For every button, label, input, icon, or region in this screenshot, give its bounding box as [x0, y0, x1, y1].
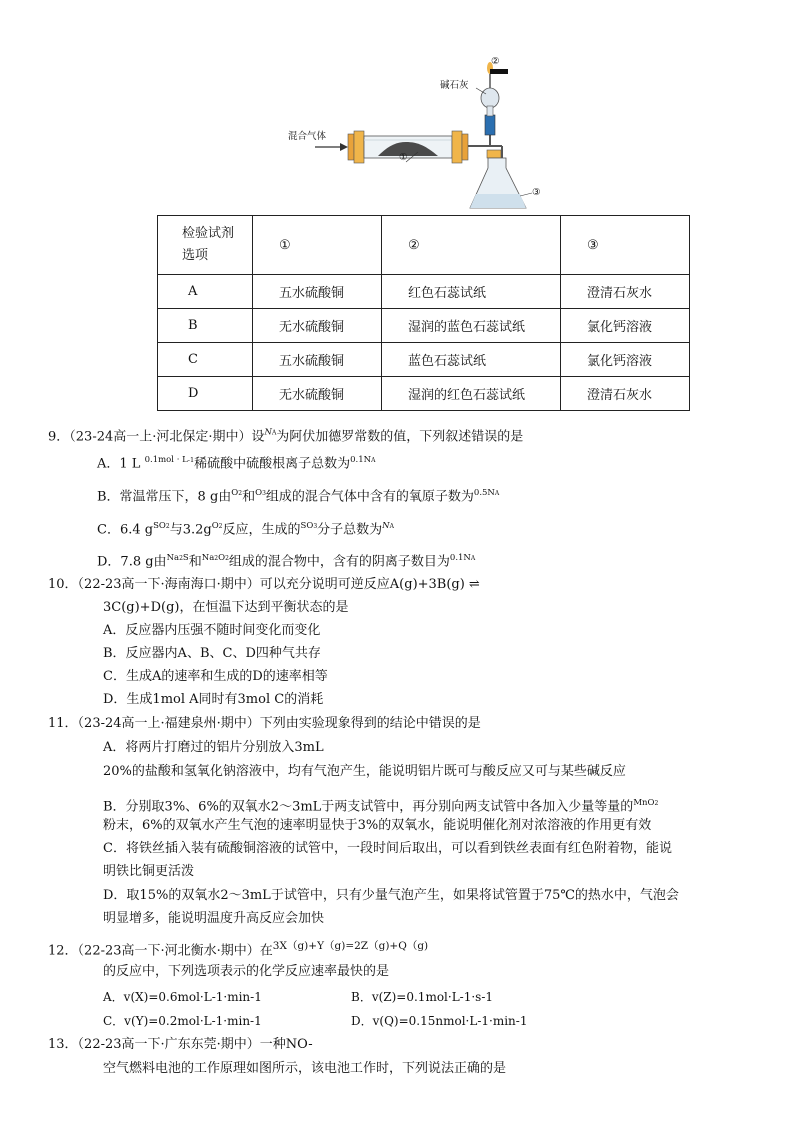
q9-stem	[48, 424, 523, 446]
q10-stem-text: 10．（22-23高一下·海南海口·期中）可以充分说明可逆反应A(g)+3B(g)	[48, 577, 465, 592]
q12-option-d: D．v(Q)=0.15nmol·L-1·min-1	[351, 1014, 528, 1028]
header-line-2: 选项	[182, 248, 209, 263]
header-cell-option	[158, 216, 253, 275]
q9-a-text-2: 稀硫酸中硫酸根离子总数为	[194, 456, 351, 472]
q11-option-b-1	[103, 794, 658, 816]
q9-a-value-sub: A	[371, 457, 376, 464]
table-cell: 蓝色石蕊试纸	[382, 343, 561, 377]
table-cell: 五水硫酸铜	[253, 275, 382, 309]
table-cell: 澄清石灰水	[561, 377, 690, 411]
q9-b-o3: O	[255, 488, 263, 498]
q9-b-o2-sub: 2	[238, 490, 243, 497]
q9-option-d	[97, 549, 475, 571]
header-cell-2: ②	[382, 216, 561, 275]
q13-stem-2: 空气燃料电池的工作原理如图所示，该电池工作时，下列说法正确的是	[103, 1061, 507, 1076]
q12-stem-2: 的反应中，下列选项表示的化学反应速率最快的是	[103, 964, 390, 979]
q12-stem-1	[48, 937, 428, 960]
q9-d-na2s-tail: S	[182, 553, 189, 563]
q9-stem-b: 为阿伏加德罗常数的值，下列叙述错误的是	[276, 429, 524, 445]
table-cell: 无水硫酸铜	[253, 377, 382, 411]
table-cell: C	[158, 343, 253, 377]
q9-na-sub: A	[271, 430, 277, 437]
q11-stem: 11．（23-24高一上·福建泉州·期中）下列由实验现象得到的结论中错误的是	[48, 716, 481, 731]
q9-a-value: 0.1N	[350, 455, 372, 465]
q9-c-so3-sub: 3	[313, 523, 318, 530]
reagent-table	[157, 215, 690, 411]
q11-b-mno2-sub: 2	[654, 800, 659, 807]
table-cell: D	[158, 377, 253, 411]
q9-option-a	[97, 451, 375, 473]
table-header-row	[158, 216, 690, 275]
label-soda-lime: 碱石灰	[440, 80, 469, 91]
q9-a-conc-sup: -1	[187, 456, 195, 464]
q11-option-c-1: C．将铁丝插入装有硫酸铜溶液的试管中，一段时间后取出，可以看到铁丝表面有红色附着物，能说	[103, 841, 672, 856]
q9-c-o2-sub: 2	[218, 523, 223, 530]
q11-option-d-1: D．取15%的双氧水2～3mL于试管中，只有少量气泡产生，如果将试管置于75℃的热水中，气泡会	[103, 888, 679, 903]
q12-equation: 3X（g)+Y（g)=2Z（g)+Q（g)	[272, 940, 429, 952]
q11-option-a-2: 20%的盐酸和氢氧化钠溶液中，均有气泡产生，能说明铝片既可与酸反应又可与某些碱反应	[103, 764, 626, 779]
q9-na-symbol	[265, 429, 277, 444]
label-circle-3: ③	[532, 187, 541, 198]
header-cell-1: ①	[253, 216, 382, 275]
q10-stem-2: 3C(g)+D(g)，在恒温下达到平衡状态的是	[103, 600, 349, 615]
q11-b-text: B．分别取3%、6%的双氧水2～3mL于两支试管中，再分别向两支试管中各加入少量等量的	[103, 799, 634, 815]
q12-option-a: A．v(X)=0.6mol·L-1·min-1	[103, 990, 262, 1004]
q9-b-o3-sub: 3	[262, 490, 266, 497]
q9-stem-a: 9．（23-24高一上·河北保定·期中）设	[48, 429, 265, 445]
q12-stem-text: 12．（22-23高一下·河北衡水·期中）在	[48, 943, 273, 959]
q9-a-conc: 0.1mol · L	[144, 455, 188, 465]
table-cell: 氯化钙溶液	[561, 343, 690, 377]
q9-a-text-1: A．1 L	[97, 456, 141, 472]
q9-d-value: 0.1N	[449, 553, 471, 563]
table-cell: 湿润的蓝色石蕊试纸	[382, 309, 561, 343]
q9-c-so3: SO	[300, 521, 314, 531]
q9-c-so2-sub: 2	[165, 523, 170, 530]
q9-c-text-4: 分子总数为	[317, 522, 383, 538]
q9-c-o2: O	[211, 521, 219, 531]
q12-option-c: C．v(Y)=0.2mol·L-1·min-1	[103, 1014, 262, 1028]
q9-c-text-2: 与3.2g	[169, 522, 212, 538]
label-circle-1: ①	[399, 152, 408, 163]
q10-option-b: B．反应器内A、B、C、D四种气共存	[103, 646, 321, 661]
q9-d-text-3: 组成的混合物中，含有的阴离子数目为	[228, 554, 450, 570]
q12-option-b: B．v(Z)=0.1mol·L-1·s-1	[351, 990, 494, 1004]
q13-stem-1: 13．（22-23高一下·广东东莞·期中）一种NO-	[48, 1037, 313, 1052]
q9-d-na2o2-mid: O	[218, 553, 226, 563]
q11-option-b-2: 粉末，6%的双氧水产生气泡的速率明显快于3%的双氧水，能说明催化剂对浓溶液的作用更有效	[103, 818, 652, 833]
label-circle-2: ②	[491, 56, 500, 67]
q11-b-mno2: MnO	[633, 798, 655, 808]
table-cell: 氯化钙溶液	[561, 309, 690, 343]
q9-c-value: N	[382, 521, 390, 531]
q9-c-text-3: 反应，生成的	[222, 522, 301, 538]
q10-option-c: C．生成A的速率和生成的D的速率相等	[103, 669, 328, 684]
q9-option-b	[97, 484, 499, 506]
q11-option-a-1: A．将两片打磨过的铝片分别放入3mL	[103, 740, 324, 755]
header-cell-3: ③	[561, 216, 690, 275]
q9-d-text-1: D．7.8 g由	[97, 554, 167, 570]
table-row	[158, 275, 690, 309]
label-mixed-gas: 混合气体	[288, 131, 327, 142]
q9-option-c	[97, 517, 394, 539]
q9-c-so2: SO	[153, 521, 166, 531]
q9-na: N	[264, 428, 272, 438]
table-row	[158, 343, 690, 377]
q9-b-value-sub: A	[494, 490, 500, 497]
table-cell: 无水硫酸铜	[253, 309, 382, 343]
header-line-1: 检验试剂	[182, 226, 235, 241]
table-cell: 湿润的红色石蕊试纸	[382, 377, 561, 411]
q10-equilibrium-arrow: ⇌	[468, 577, 480, 592]
table-cell: 五水硫酸铜	[253, 343, 382, 377]
q9-d-na2o2: Na	[201, 553, 215, 563]
q10-option-a: A．反应器内压强不随时间变化而变化	[103, 623, 321, 638]
q9-b-text-2: 和	[242, 489, 256, 505]
q10-stem-1	[48, 576, 480, 594]
q9-d-na2s: Na	[166, 553, 180, 563]
q9-c-value-sub: A	[389, 523, 394, 530]
q9-d-value-sub: A	[470, 555, 476, 562]
q9-b-value: 0.5N	[473, 488, 495, 498]
q10-option-d: D．生成1mol A同时有3mol C的消耗	[103, 692, 324, 707]
table-row	[158, 377, 690, 411]
table-row	[158, 309, 690, 343]
q11-option-c-2: 明铁比铜更活泼	[103, 864, 195, 879]
q9-b-o2: O	[231, 488, 239, 498]
table-cell: 红色石蕊试纸	[382, 275, 561, 309]
q9-b-text-3: 组成的混合气体中含有的氧原子数为	[265, 489, 474, 505]
q9-d-na2o2-sub2: 2	[225, 555, 229, 562]
table-cell: B	[158, 309, 253, 343]
table-cell: 澄清石灰水	[561, 275, 690, 309]
q11-option-d-2: 明显增多，能说明温度升高反应会加快	[103, 911, 325, 926]
table-cell: A	[158, 275, 253, 309]
q9-d-na2s-sub: 2	[179, 555, 183, 562]
q9-b-text-1: B．常温常压下，8 g由	[97, 489, 232, 505]
q9-d-text-2: 和	[188, 554, 202, 570]
q9-d-na2o2-sub1: 2	[214, 555, 219, 562]
q9-c-text-1: C．6.4 g	[97, 522, 154, 538]
